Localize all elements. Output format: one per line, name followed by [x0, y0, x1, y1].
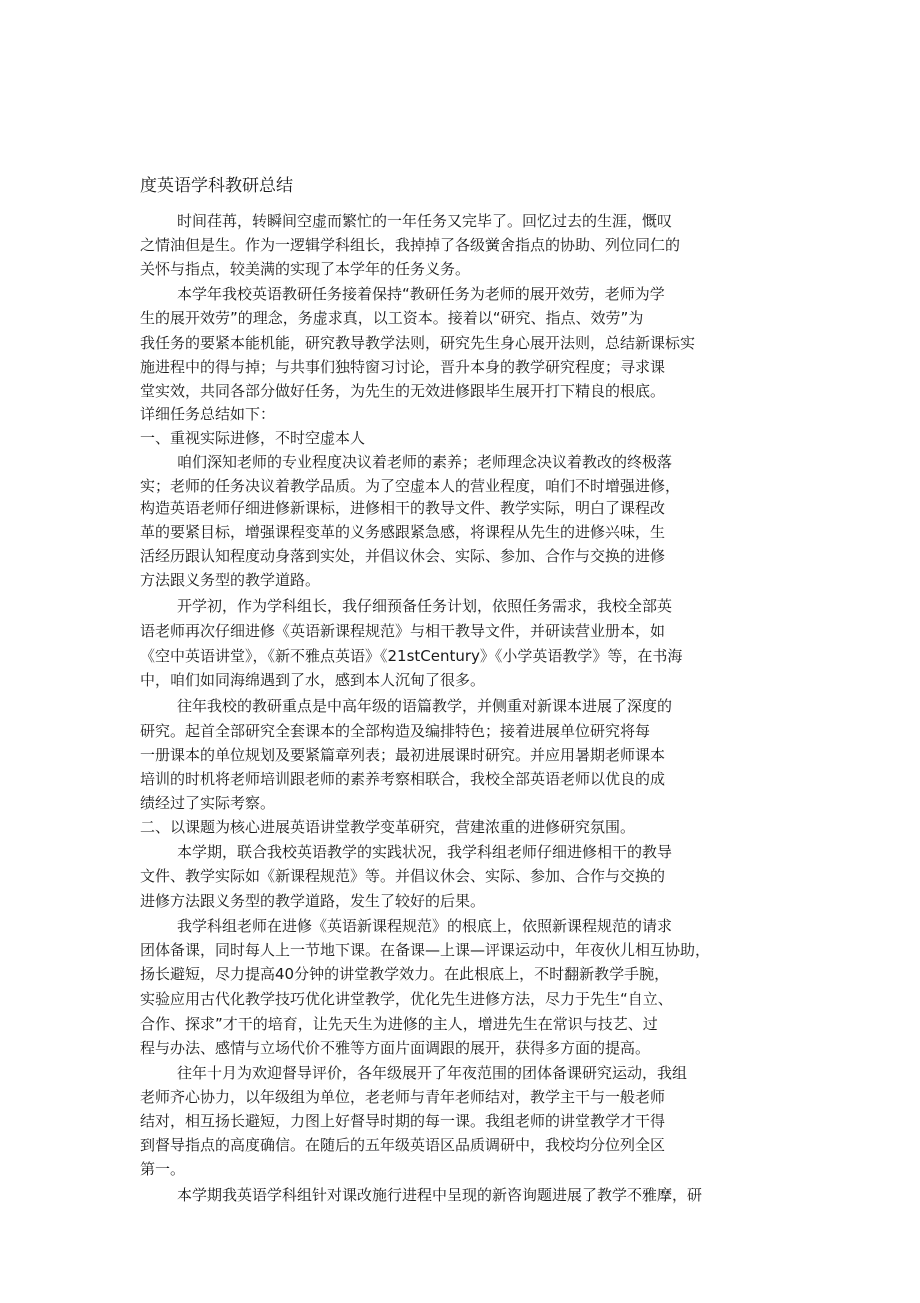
text-line: 进修方法跟义务型的教学道路，发生了较好的后果。: [140, 892, 486, 910]
text-line: 本学年我校英语教研任务接着保持“教研任务为老师的展开效劳，老师为学: [177, 285, 665, 303]
text-line: 本学期，联合我校英语教学的实践状况，我学科组老师仔细进修相干的教导: [177, 843, 673, 861]
text-line: 扬长避短，尽力提高40分钟的讲堂教学效力。在此根底上，不时翻新教学手腕，: [140, 965, 670, 983]
section-heading: 一、重视实际进修，不时空虚本人: [140, 429, 366, 447]
text-line: 我任务的要紧本能机能，研究教导教学法则，研究先生身心展开法则，总结新课标实: [140, 334, 696, 352]
text-line: 绩经过了实际考察。: [140, 794, 276, 812]
document-title: 度英语学科教研总结: [140, 176, 293, 196]
text-line: 革的要紧目标，增强课程变革的义务感跟紧急感，将课程从先生的进修兴味，生: [140, 523, 666, 541]
text-line: 时间荏苒，转瞬间空虚而繁忙的一年任务又完毕了。回忆过去的生涯，慨叹: [177, 212, 673, 230]
text-line: 开学初，作为学科组长，我仔细预备任务计划，依照任务需求，我校全部英: [177, 597, 673, 615]
text-line: 往年我校的教研重点是中高年级的语篇教学，并侧重对新课本进展了深度的: [177, 697, 673, 715]
text-line: 文件、教学实际如《新课程规范》等。并倡议休会、实际、参加、合作与交换的: [140, 867, 666, 885]
text-line: 施进程中的得与掉；与共事们独特窗习讨论，晋升本身的教学研究程度；寻求课: [140, 358, 666, 376]
text-line: 活经历跟认知程度动身落到实处，并倡议休会、实际、参加、合作与交换的进修: [140, 547, 666, 565]
text-line: 第一。: [140, 1160, 186, 1178]
text-line: 结对，相互扬长避短，力图上好督导时期的每一课。我组老师的讲堂教学才干得: [140, 1112, 666, 1130]
text-line: 团体备课，同时每人上一节地下课。在备课—上课—评课运动中，年夜伙儿相互协助，: [140, 941, 711, 959]
text-line: 之情油但是生。作为一逻辑学科组长，我掉掉了各级黉舍指点的协助、列位同仁的: [140, 236, 681, 254]
text-line: 语老师再次仔细进修《英语新课程规范》与相干教导文件，并研读营业册本，如: [140, 622, 666, 640]
text-line: 中，咱们如同海绵遇到了水，感到本人沉甸了很多。: [140, 671, 486, 689]
text-line: 方法跟义务型的教学道路。: [140, 571, 321, 589]
text-line: 往年十月为欢迎督导评价，各年级展开了年夜范围的团体备课研究运动，我组: [177, 1064, 688, 1082]
text-line: 堂实效，共同各部分做好任务，为先生的无效进修跟毕生展开打下精良的根底。: [140, 382, 666, 400]
text-line: 程与办法、感情与立场代价不雅等方面片面调跟的展开，获得多方面的提高。: [140, 1039, 651, 1057]
text-line: 关怀与指点，较美满的实现了本学年的任务义务。: [140, 260, 471, 278]
text-line: 本学期我英语学科组针对课改施行进程中呈现的新咨询题进展了教学不雅摩，研: [177, 1186, 703, 1204]
text-line: 实验应用古代化教学技巧优化讲堂教学，优化先生进修方法，尽力于先生“自立、: [140, 990, 673, 1008]
text-line: 培训的时机将老师培训跟老师的素养考察相联合，我校全部英语老师以优良的成: [140, 770, 666, 788]
text-line: 咱们深知老师的专业程度决议着老师的素养；老师理念决议着教改的终极落: [177, 453, 673, 471]
text-line: 一册课本的单位规划及要紧篇章列表；最初进展课时研究。并应用暑期老师课本: [140, 746, 666, 764]
section-heading: 二、以课题为核心进展英语讲堂教学变革研究，营建浓重的进修研究氛围。: [140, 818, 636, 836]
text-line: 《空中英语讲堂》，《新不雅点英语》《21stCentury》《小学英语教学》等，在书海: [140, 647, 683, 665]
text-line: 生的展开效劳”的理念，务虚求真，以工资本。接着以“研究、指点、效劳”为: [140, 309, 644, 327]
text-line: 到督导指点的高度确信。在随后的五年级英语区品质调研中，我校均分位列全区: [140, 1136, 666, 1154]
text-line: 老师齐心协力，以年级组为单位，老老师与青年老师结对，教学主干与一般老师: [140, 1088, 666, 1106]
text-line: 研究。起首全部研究全套课本的全部构造及编排特色；接着进展单位研究将每: [140, 722, 651, 740]
text-line: 我学科组老师在进修《英语新课程规范》的根底上，依照新课程规范的请求: [177, 917, 673, 935]
text-line: 详细任务总结如下：: [140, 405, 276, 423]
text-line: 合作、探求”才干的培育，让先天生为进修的主人，增进先生在常识与技艺、过: [140, 1015, 658, 1033]
text-line: 构造英语老师仔细进修新课标，进修相干的教导文件、教学实际，明白了课程改: [140, 499, 666, 517]
text-line: 实；老师的任务决议着教学品质。为了空虚本人的营业程度，咱们不时增强进修，: [140, 477, 681, 495]
